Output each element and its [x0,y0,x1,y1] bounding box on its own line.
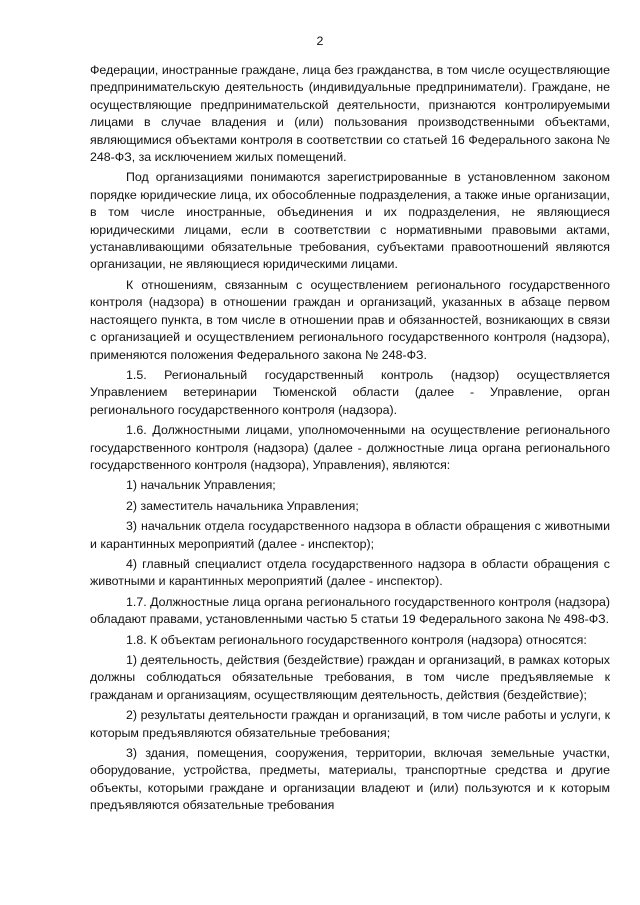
paragraph-relations: К отношениям, связанным с осуществлением регионального государственного контроля (надзора) в отношении граждан и организаций, указанных в абзаце первом настоящего пункта, в том числе в отношении прав и обязанностей, возникающих в связи с организацией и осуществлением регионального государственного контроля (надзора), применяются положения Федерального закона № 248-ФЗ. [90,277,610,362]
list-item-1-6-4: 4) главный специалист отдела государственного надзора в области обращения с животными и карантинных мероприятий (далее - инспектор). [90,556,610,589]
list-item-1-6-3: 3) начальник отдела государственного надзора в области обращения с животными и карантинных мероприятий (далее - инспектор); [90,519,610,551]
list-item-1-6-1: 1) начальник Управления; [126,478,276,493]
document-body [90,62,610,818]
list-item-1-8-1: 1) деятельность, действия (бездействие) граждан и организаций, в рамках которых должны соблюдаться обязательные требования, в том числе предъявляемые к гражданам и организациям, осуществляющим деятельность, действия (бездействие); [90,653,610,702]
paragraph-1-7: 1.7. Должностные лица органа регионального государственного контроля (надзора) обладают правами, установленными частью 5 статьи 19 Федерального закона № 498-ФЗ. [90,594,610,627]
paragraph-1-8: 1.8. К объектам регионального государственного контроля (надзора) относятся: [126,632,587,647]
paragraph-continuation: Федерации, иностранные граждане, лица без гражданства, в том числе осуществляющие предпринимательскую деятельность (индивидуальные предприниматели). Граждане, не осуществляющие предпринимательской деятельности, признаются контролируемыми лицами в случае владения и (или) пользования производственными объектами, являющимися объектами контроля в соответствии со статьей 16 Федерального закона № 248-ФЗ, за исключением жилых помещений. [90,63,610,165]
page-number: 2 [316,34,324,48]
list-item-1-8-3: 3) здания, помещения, сооружения, территории, включая земельные участки, оборудование, устройства, предметы, материалы, транспортные средства и другие объекты, которыми граждане и организации владеют и (или) пользуются и к которым предъявляются обязательные требования [90,746,610,813]
list-item-1-8-2: 2) результаты деятельности граждан и организаций, в том числе работы и услуги, к которым предъявляются обязательные требования; [90,708,610,740]
paragraph-1-5: 1.5. Региональный государственный контроль (надзор) осуществляется Управлением ветеринарии Тюменской области (далее - Управление, орган регионального государственного контроля (надзора). [90,367,610,417]
paragraph-1-6: 1.6. Должностными лицами, уполномоченными на осуществление регионального государственного контроля (надзора) (далее - должностные лица органа регионального государственного контроля (надзора), Управления), являются: [90,423,610,472]
paragraph-organizations-definition: Под организациями понимаются зарегистрированные в установленном законом порядке юридические лица, их обособленные подразделения, а также иные организации, в том числе иностранные, объединения и их подразделения, не являющиеся юридическими лицами, если в соответствии с нормативными правовыми актами, устанавливающими обязательные требования, субъектами правоотношений являются организации, не являющиеся юридическими лицами. [90,170,610,272]
list-item-1-6-2: 2) заместитель начальника Управления; [126,498,359,513]
